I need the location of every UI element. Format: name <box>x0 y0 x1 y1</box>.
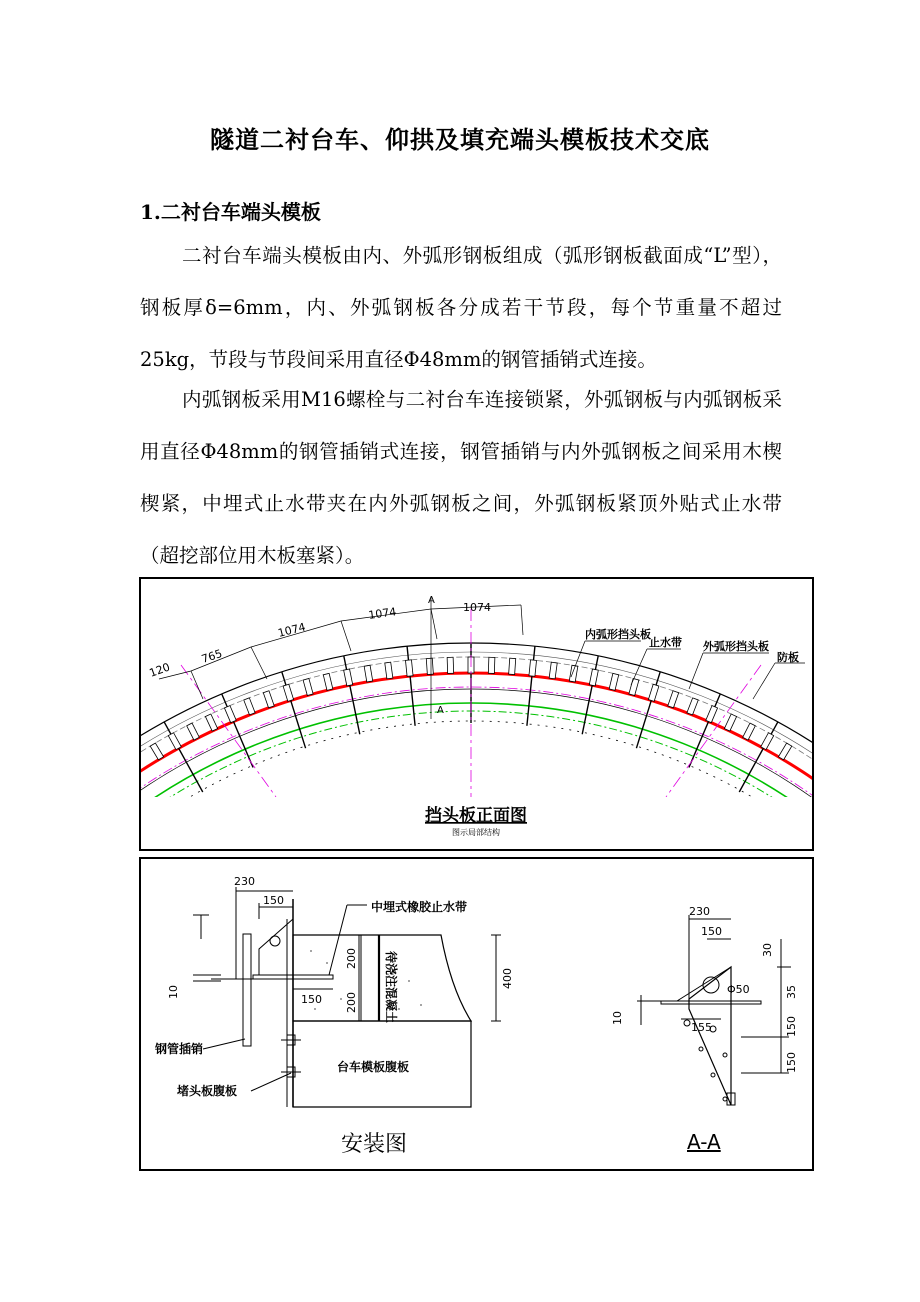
pin-slot <box>150 743 163 760</box>
dim-765: 765 <box>199 647 224 666</box>
pin-slot <box>187 723 200 740</box>
label-waterproof-board: 防板 <box>777 651 799 664</box>
pin-slot <box>589 669 598 686</box>
pin-slot <box>405 660 413 677</box>
pin-slot <box>629 678 639 695</box>
dim-120: 120 <box>147 660 172 680</box>
pin-slot <box>549 662 557 679</box>
pin-slot <box>743 723 756 740</box>
pin-slot <box>761 733 774 750</box>
section-heading: 1.二衬台车端头模板 <box>140 200 321 224</box>
pin-slot <box>323 673 333 690</box>
segment-joint <box>407 646 415 726</box>
dim-150-right-b: 150 <box>785 1052 798 1073</box>
front-view-drawing <box>141 579 812 849</box>
pin-slot <box>668 691 679 708</box>
pin-slot <box>569 665 578 682</box>
dim-10-right: 10 <box>611 1011 624 1025</box>
pin-slot <box>648 684 658 701</box>
pin-slot <box>724 714 736 731</box>
dim-1074-c: 1074 <box>463 601 491 614</box>
pin-slot <box>609 673 619 690</box>
dim-230-right: 230 <box>689 905 710 918</box>
label-pipe-pin: 钢管插销 <box>155 1042 204 1056</box>
phi50-label: Φ50 <box>727 983 750 996</box>
figure-front-view <box>139 577 814 851</box>
dim-1074-a: 1074 <box>276 620 307 640</box>
dim-230-left: 230 <box>234 875 255 888</box>
pin-slot <box>778 743 791 760</box>
dim-150-left-top: 150 <box>263 894 284 907</box>
dim-35-right: 35 <box>785 985 798 999</box>
paragraph-2: 内弧钢板采用M16螺栓与二衬台车连接锁紧，外弧钢板与内弧钢板采用直径Φ48mm的钢管插销式连接，钢管插销与内外弧钢板之间采用木楔楔紧，中埋式止水带夹在内外弧钢板之间，外弧钢板紧顶外贴式止水带（超挖部位用木板塞紧）。 <box>140 388 782 567</box>
page-title: 隧道二衬台车、仰拱及填充端头模板技术交底 <box>210 125 710 154</box>
section-aa-title: A-A <box>687 1130 721 1154</box>
dim-150-right-a: 150 <box>785 1016 798 1037</box>
pin-slot <box>447 657 454 673</box>
dim-30-right: 30 <box>761 943 774 957</box>
segment-joint <box>282 672 306 748</box>
dim-200-bottom: 200 <box>345 992 358 1013</box>
dim-200-top: 200 <box>345 948 358 969</box>
pin-slot <box>385 662 393 679</box>
figure-installation <box>139 857 814 1171</box>
dim-150-left-mid: 150 <box>301 993 322 1006</box>
pin-slot <box>224 706 236 723</box>
dim-10-left: 10 <box>167 985 180 999</box>
pin-slot <box>687 698 698 715</box>
install-title: 安装图 <box>341 1132 408 1157</box>
label-outer-plate: 外弧形挡头板 <box>703 640 769 653</box>
dim-155-right: 155 <box>691 1021 712 1034</box>
label-end-plate: 堵头板腹板 <box>177 1084 238 1098</box>
pin-slot <box>303 678 313 695</box>
label-concrete: 待浇注混凝土 <box>384 951 398 1024</box>
pin-slot <box>283 684 293 701</box>
dim-400: 400 <box>501 968 514 989</box>
pin-slot <box>344 669 353 686</box>
figure1-subtitle: 图示局部结构 <box>452 828 500 837</box>
pin-slot <box>529 660 537 677</box>
dim-150-right: 150 <box>701 925 722 938</box>
pin-slot <box>364 665 373 682</box>
pin-slot <box>706 706 718 723</box>
segment-joint <box>636 672 660 748</box>
label-embedded-waterstop: 中埋式橡胶止水带 <box>371 900 468 914</box>
pin-slot <box>168 733 181 750</box>
section-mark-top: A <box>428 595 435 606</box>
concrete-hatch <box>310 950 422 1010</box>
section-mark-bottom: A <box>437 705 444 716</box>
label-leaders <box>571 641 805 699</box>
pin-slot <box>509 658 516 674</box>
dim-1074-b: 1074 <box>367 605 398 622</box>
label-trolley-web: 台车模板腹板 <box>337 1060 410 1074</box>
segment-joint <box>344 656 360 734</box>
pin-slot <box>244 698 255 715</box>
paragraph-1: 二衬台车端头模板由内、外弧形钢板组成（弧形钢板截面成“L”型），钢板厚δ=6mm，内、外弧钢板各分成若干节段，每个节重量不超过25kg，节段与节段间采用直径Φ48mm的钢管插销式连接。 <box>140 244 782 371</box>
figure1-title: 挡头板正面图 <box>425 806 527 826</box>
pin-slot <box>263 691 274 708</box>
pin-slot <box>488 657 495 673</box>
installation-drawing <box>141 859 812 1169</box>
pin-slot <box>205 714 217 731</box>
label-inner-plate: 内弧形挡头板 <box>585 628 651 641</box>
label-waterstop: 止水带 <box>649 636 682 649</box>
pin-slot <box>426 658 433 674</box>
